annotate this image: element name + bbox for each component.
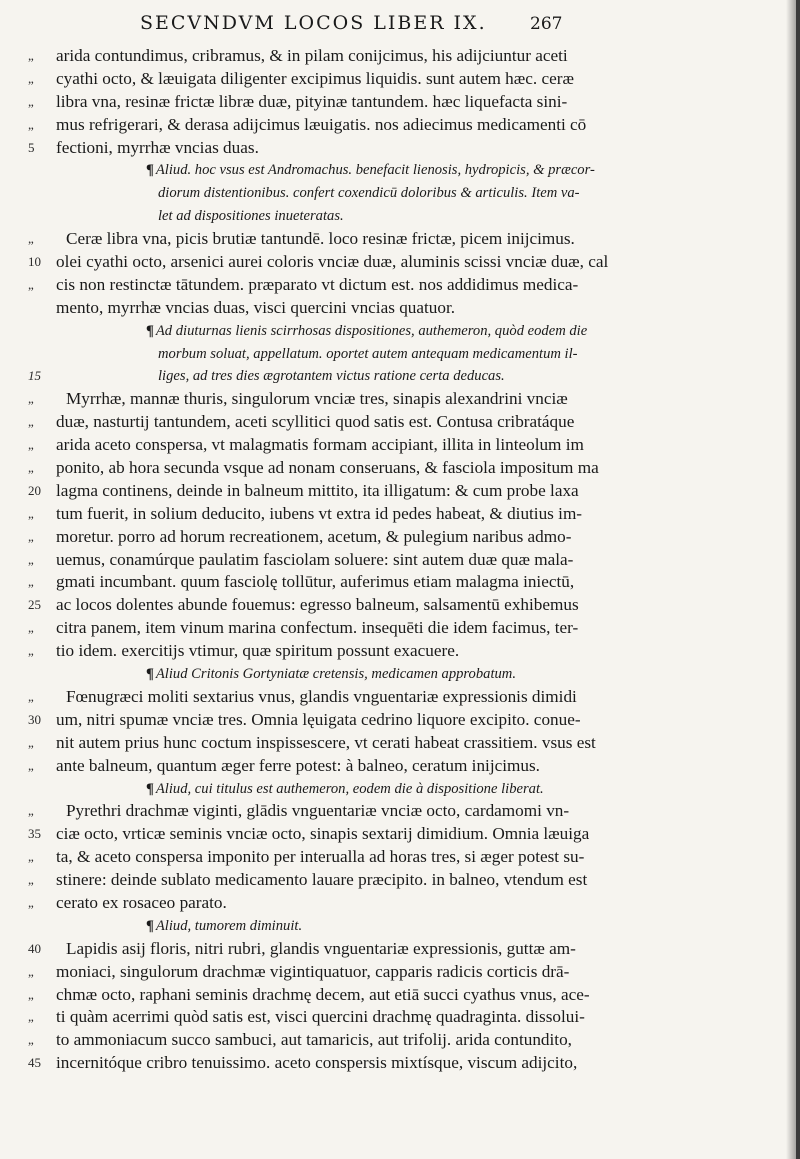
line-text <box>56 549 573 572</box>
line-marker: „ <box>28 574 34 590</box>
line-text <box>56 434 584 457</box>
line-marker: 10 <box>28 254 41 270</box>
line-marker: „ <box>28 620 34 636</box>
text-line <box>28 709 790 732</box>
line-text <box>146 159 595 182</box>
heading-line <box>28 778 790 801</box>
line-content: Lapidis asij floris, nitri rubri, glandis vnguentariæ expressionis, guttæ am- <box>66 938 576 958</box>
text-line <box>28 114 790 137</box>
line-content: let ad dispositiones inueteratas. <box>158 208 344 225</box>
line-marker: „ <box>28 505 34 521</box>
line-content: lagma continens, deinde in balneum mittito, ita illigatum: & cum probe laxa <box>56 480 579 500</box>
line-marker: „ <box>28 688 34 704</box>
line-marker: „ <box>28 551 34 567</box>
text-line <box>28 251 790 274</box>
heading-line <box>28 205 790 228</box>
text-line <box>28 137 790 160</box>
line-content: citra panem, item vinum marina confectum. insequēti die idem facimus, ter- <box>56 618 579 638</box>
line-content: stinere: deinde sublato medicamento lauare præcipito. in balneo, vtendum est <box>56 870 588 890</box>
pilcrow-icon: ¶ <box>146 162 154 179</box>
line-marker: „ <box>28 437 34 453</box>
line-content: Ceræ libra vna, picis brutiæ tantundē. loco resinæ frictæ, picem inijcimus. <box>66 229 575 249</box>
line-marker: „ <box>28 963 34 979</box>
line-marker: „ <box>28 734 34 750</box>
text-line <box>28 457 790 480</box>
line-text <box>158 343 578 366</box>
text-line <box>28 594 790 617</box>
line-content: ponito, ab hora secunda vsque ad nonam conseruans, & fasciola impositum ma <box>56 458 599 478</box>
page-number: 267 <box>530 14 563 34</box>
line-marker: „ <box>28 70 34 86</box>
line-text <box>56 892 227 915</box>
line-content: uemus, conamúrque paulatim fasciolam soluere: sint autem duæ quæ mala- <box>56 549 574 569</box>
line-content: tio idem. exercitijs vtimur, quæ spiritum possunt exacuere. <box>56 641 460 661</box>
text-line <box>28 800 790 823</box>
text-line <box>28 91 790 114</box>
line-marker: „ <box>28 757 34 773</box>
line-content: incernitóque cribro tenuissimo. aceto conspersis mixtísque, viscum adijcito, <box>56 1053 578 1073</box>
line-text <box>56 251 608 274</box>
line-content: moniaci, singulorum drachmæ vigintiquatuor, capparis radicis corticis drā- <box>56 961 570 981</box>
heading-line <box>28 159 790 182</box>
pilcrow-icon: ¶ <box>146 322 154 339</box>
line-content: cyathi octo, & læuigata diligenter excipimus liquidis. sunt autem hæc. ceræ <box>56 68 574 88</box>
line-text <box>56 617 578 640</box>
text-line <box>28 45 790 68</box>
line-text <box>66 800 569 823</box>
line-text <box>146 320 587 343</box>
line-text <box>158 182 580 205</box>
line-marker: „ <box>28 986 34 1002</box>
line-marker: „ <box>28 276 34 292</box>
line-text <box>56 480 579 503</box>
line-text <box>56 732 596 755</box>
line-text <box>56 709 581 732</box>
pilcrow-icon: ¶ <box>146 780 154 797</box>
line-marker: 40 <box>28 940 41 956</box>
line-content: tum fuerit, in solium deducito, iubens vt extra id pedes habeat, & diutius im- <box>56 503 583 523</box>
text-line <box>28 434 790 457</box>
line-marker: 30 <box>28 711 41 727</box>
line-content: fectioni, myrrhæ vncias duas. <box>56 137 259 157</box>
line-text <box>56 503 582 526</box>
line-content: duæ, nasturtij tantundem, aceti scyllitici quod satis est. Contusa cribratáque <box>56 412 575 432</box>
line-marker: „ <box>28 894 34 910</box>
line-content: Fœnugræci moliti sextarius vnus, glandis vnguentariæ expressionis dimidi <box>66 686 577 706</box>
text-block <box>28 45 790 1075</box>
line-marker: „ <box>28 48 34 63</box>
text-line <box>28 892 790 915</box>
line-text <box>56 594 579 617</box>
line-content: Ad diuturnas lienis scirrhosas dispositiones, authemeron, quòd eodem die <box>155 322 588 339</box>
line-text <box>56 846 584 869</box>
line-content: to ammoniacum succo sambuci, aut tamaricis, aut trifolij. arida contundito, <box>56 1030 572 1050</box>
line-text <box>56 274 578 297</box>
line-content: um, nitri spumæ vnciæ tres. Omnia lęuigata cedrino liquore excipito. conue- <box>56 709 581 729</box>
line-content: ac locos dolentes abunde fouemus: egresso balneum, salsamentū exhibemus <box>56 595 579 615</box>
line-text <box>56 1029 572 1052</box>
line-text <box>56 137 259 160</box>
line-marker: „ <box>28 460 34 476</box>
line-content: Aliud. hoc vsus est Andromachus. benefacit lienosis, hydropicis, & præcor- <box>155 162 595 179</box>
text-line <box>28 617 790 640</box>
text-line <box>28 228 790 251</box>
page-edge <box>796 0 800 1159</box>
line-text <box>56 526 571 549</box>
line-text <box>146 915 302 938</box>
text-line <box>28 274 790 297</box>
line-text <box>66 388 568 411</box>
line-text <box>56 91 567 114</box>
line-marker: „ <box>28 1009 34 1025</box>
running-title: SECVNDVM LOCOS LIBER IX. <box>140 12 487 34</box>
line-content: Aliud Critonis Gortyniatæ cretensis, medicamen approbatum. <box>155 666 516 683</box>
line-marker: 15 <box>28 368 41 384</box>
line-content: diorum distentionibus. confert coxendicū doloribus & articulis. Item va- <box>158 185 580 202</box>
line-content: gmati incumbant. quum fasciolę tollūtur, auferimus etiam malagma iniectū, <box>56 572 575 592</box>
line-content: liges, ad tres dies ægrotantem victus ratione certa deducas. <box>158 368 505 385</box>
text-line <box>28 823 790 846</box>
line-marker: 20 <box>28 482 41 498</box>
line-marker: „ <box>28 803 34 819</box>
text-line <box>28 571 790 594</box>
text-line <box>28 411 790 434</box>
text-line <box>28 503 790 526</box>
text-line <box>28 686 790 709</box>
text-line <box>28 1029 790 1052</box>
line-text <box>56 869 587 892</box>
text-line <box>28 846 790 869</box>
pilcrow-icon: ¶ <box>146 917 154 934</box>
line-text <box>66 228 575 251</box>
line-text <box>56 457 599 480</box>
line-text <box>56 68 574 91</box>
line-content: mento, myrrhæ vncias duas, visci quercini vncias quatuor. <box>56 297 456 317</box>
heading-line <box>28 320 790 343</box>
line-marker: 25 <box>28 597 41 613</box>
line-content: moretur. porro ad horum recreationem, acetum, & pulegium naribus admo- <box>56 526 572 546</box>
line-marker: „ <box>28 643 34 659</box>
heading-line <box>28 365 790 388</box>
line-text <box>158 205 344 228</box>
line-content: cerato ex rosaceo parato. <box>56 892 227 912</box>
line-text <box>56 114 586 137</box>
text-line <box>28 549 790 572</box>
running-head <box>140 10 740 40</box>
line-content: cis non restinctæ tātundem. præparato vt dictum est. nos addidimus medica- <box>56 274 579 294</box>
line-content: chmæ octo, raphani seminis drachmę decem, aut etiā succi cyathus vnus, ace- <box>56 984 590 1004</box>
line-text <box>146 778 544 801</box>
line-text <box>56 640 459 663</box>
line-marker: „ <box>28 231 34 247</box>
line-content: ta, & aceto conspersa imponito per interualla ad horas tres, si æger potest su- <box>56 847 585 867</box>
line-text <box>66 686 577 709</box>
line-text <box>56 984 590 1007</box>
line-marker: „ <box>28 872 34 888</box>
text-line <box>28 640 790 663</box>
line-text <box>56 45 568 68</box>
text-line <box>28 480 790 503</box>
line-content: ti quàm acerrimi quòd satis est, visci quercini drachmę quadraginta. dissolui- <box>56 1007 585 1027</box>
text-line <box>28 732 790 755</box>
line-content: ante balneum, quantum æger ferre potest: à balneo, ceratum inijcimus. <box>56 755 540 775</box>
line-content: olei cyathi octo, arsenici aurei coloris vnciæ duæ, aluminis scissi vnciæ duæ, cal <box>56 252 609 272</box>
line-text <box>56 411 574 434</box>
line-marker: 5 <box>28 139 35 155</box>
text-line <box>28 1006 790 1029</box>
line-content: Pyrethri drachmæ viginti, glādis vnguentariæ vnciæ octo, cardamomi vn- <box>66 801 570 821</box>
line-content: Aliud, cui titulus est authemeron, eodem die à dispositione liberat. <box>155 780 544 797</box>
heading-line <box>28 663 790 686</box>
text-line <box>28 961 790 984</box>
line-text <box>56 1052 577 1075</box>
line-marker: 45 <box>28 1055 41 1071</box>
text-line <box>28 869 790 892</box>
pilcrow-icon: ¶ <box>146 666 154 683</box>
text-line <box>28 1052 790 1075</box>
text-line <box>28 755 790 778</box>
line-text <box>56 823 589 846</box>
text-line <box>28 526 790 549</box>
line-marker: „ <box>28 116 34 132</box>
line-content: arida contundimus, cribramus, & in pilam conijcimus, his adijciuntur aceti <box>56 46 568 65</box>
line-text <box>56 571 574 594</box>
line-content: Myrrhæ, mannæ thuris, singulorum vnciæ tres, sinapis alexandrini vnciæ <box>66 389 568 409</box>
line-marker: „ <box>28 528 34 544</box>
line-marker: „ <box>28 849 34 865</box>
line-marker: „ <box>28 1032 34 1048</box>
text-line <box>28 388 790 411</box>
text-line <box>28 938 790 961</box>
line-marker: „ <box>28 414 34 430</box>
line-marker: „ <box>28 391 34 407</box>
line-text <box>56 297 455 320</box>
line-content: mus refrigerari, & derasa adijcimus læuigatis. nos adiecimus medicamenti cō <box>56 114 587 134</box>
heading-line <box>28 915 790 938</box>
line-text <box>56 961 569 984</box>
line-content: ciæ octo, vrticæ seminis vnciæ octo, sinapis sextarij dimidium. Omnia læuiga <box>56 824 590 844</box>
line-content: Aliud, tumorem diminuit. <box>155 917 303 934</box>
text-line <box>28 984 790 1007</box>
line-content: morbum soluat, appellatum. oportet autem antequam medicamentum il- <box>158 345 578 362</box>
line-marker: „ <box>28 93 34 109</box>
line-content: arida aceto conspersa, vt malagmatis formam accipiant, illita in linteolum im <box>56 435 584 455</box>
line-text <box>66 938 576 961</box>
heading-line <box>28 182 790 205</box>
line-marker: 35 <box>28 826 41 842</box>
line-text <box>56 1006 585 1029</box>
line-content: nit autem prius hunc coctum inspissescere, vt cerati habeat crassitiem. vsus est <box>56 732 596 752</box>
line-text <box>146 663 516 686</box>
line-content: libra vna, resinæ frictæ libræ duæ, pityinæ tantundem. hæc liquefacta sini- <box>56 91 568 111</box>
text-line <box>28 297 790 320</box>
line-text <box>56 755 540 778</box>
line-text <box>158 365 505 388</box>
heading-line <box>28 343 790 366</box>
text-line <box>28 68 790 91</box>
